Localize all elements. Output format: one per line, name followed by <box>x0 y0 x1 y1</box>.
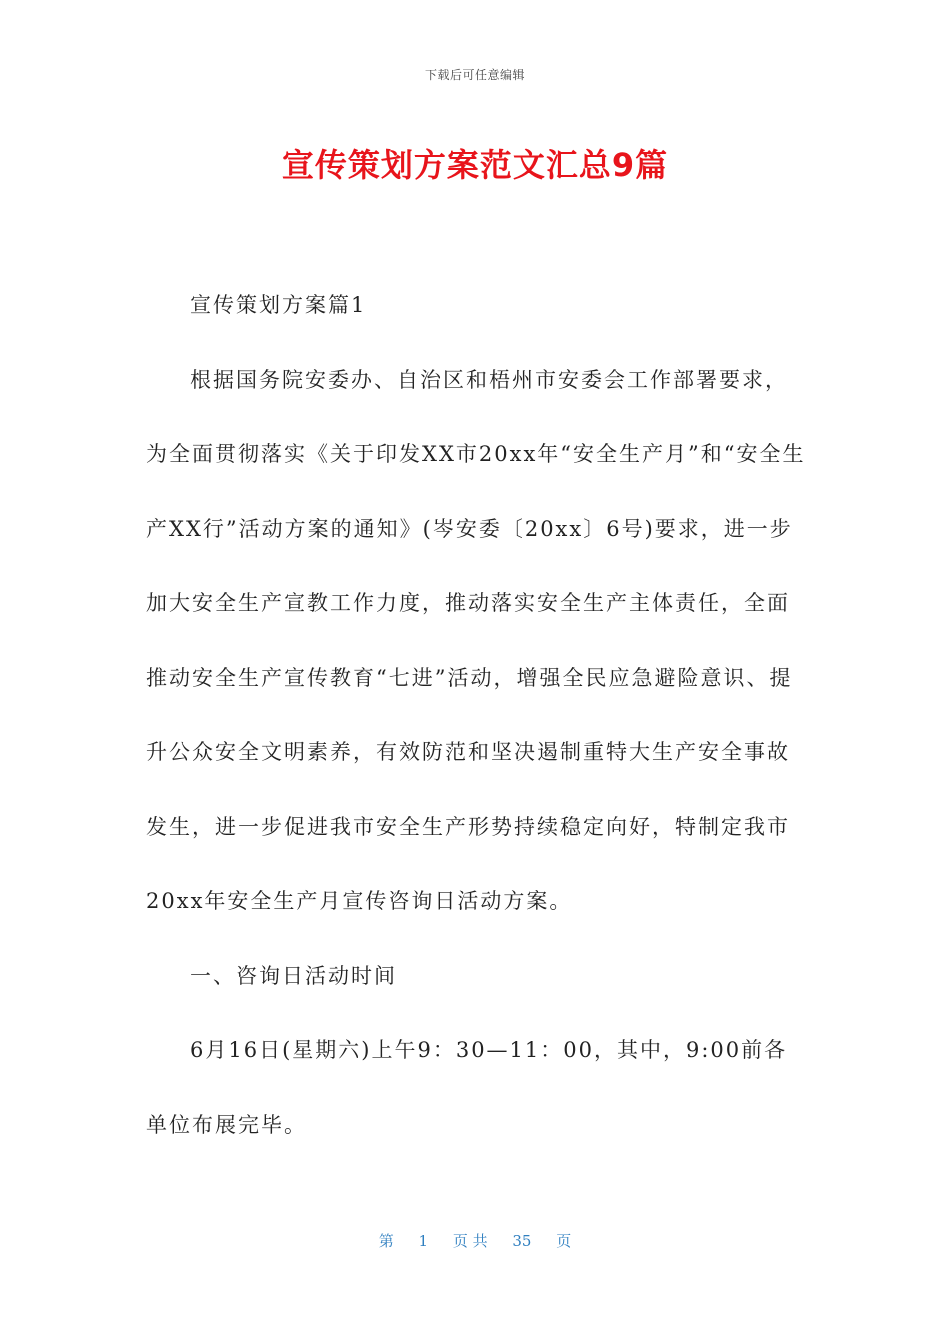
page-of-label: 页 共 <box>452 1232 488 1250</box>
paragraph: 根据国务院安委办、自治区和梧州市安委会工作部署要求，为全面贯彻落实《关于印发XX市20xx年“安全生产月”和“安全生产XX行”活动方案的通知》(岑安委〔20xx〕6号)要求，进一步加大安全生产宣教工作力度，推动落实安全生产主体责任，全面推动安全生产宣传教育“七进”活动，增强全民应急避险意识、提升公众安全文明素养，有效防范和坚决遏制重特大生产安全事故发生，进一步促进我市安全生产形势持续稳定向好，特制定我市20xx年安全生产月宣传咨询日活动方案。 <box>146 367 806 913</box>
section-heading: 宣传策划方案篇1 <box>190 293 367 317</box>
page-number: 1 <box>418 1232 429 1250</box>
document-title: 宣传策划方案范文汇总9篇 <box>281 146 669 184</box>
header-note: 下载后可任意编辑 <box>424 68 525 82</box>
subheading: 一、咨询日活动时间 <box>190 963 397 988</box>
document-body <box>146 268 806 1162</box>
total-pages: 35 <box>512 1232 532 1250</box>
page-label: 第 <box>378 1232 394 1250</box>
paragraph: 6月16日(星期六)上午9：30—11：00，其中，9:00前各单位布展完毕。 <box>146 1038 788 1137</box>
page-footer <box>0 1230 950 1251</box>
pages-suffix: 页 <box>556 1232 572 1250</box>
